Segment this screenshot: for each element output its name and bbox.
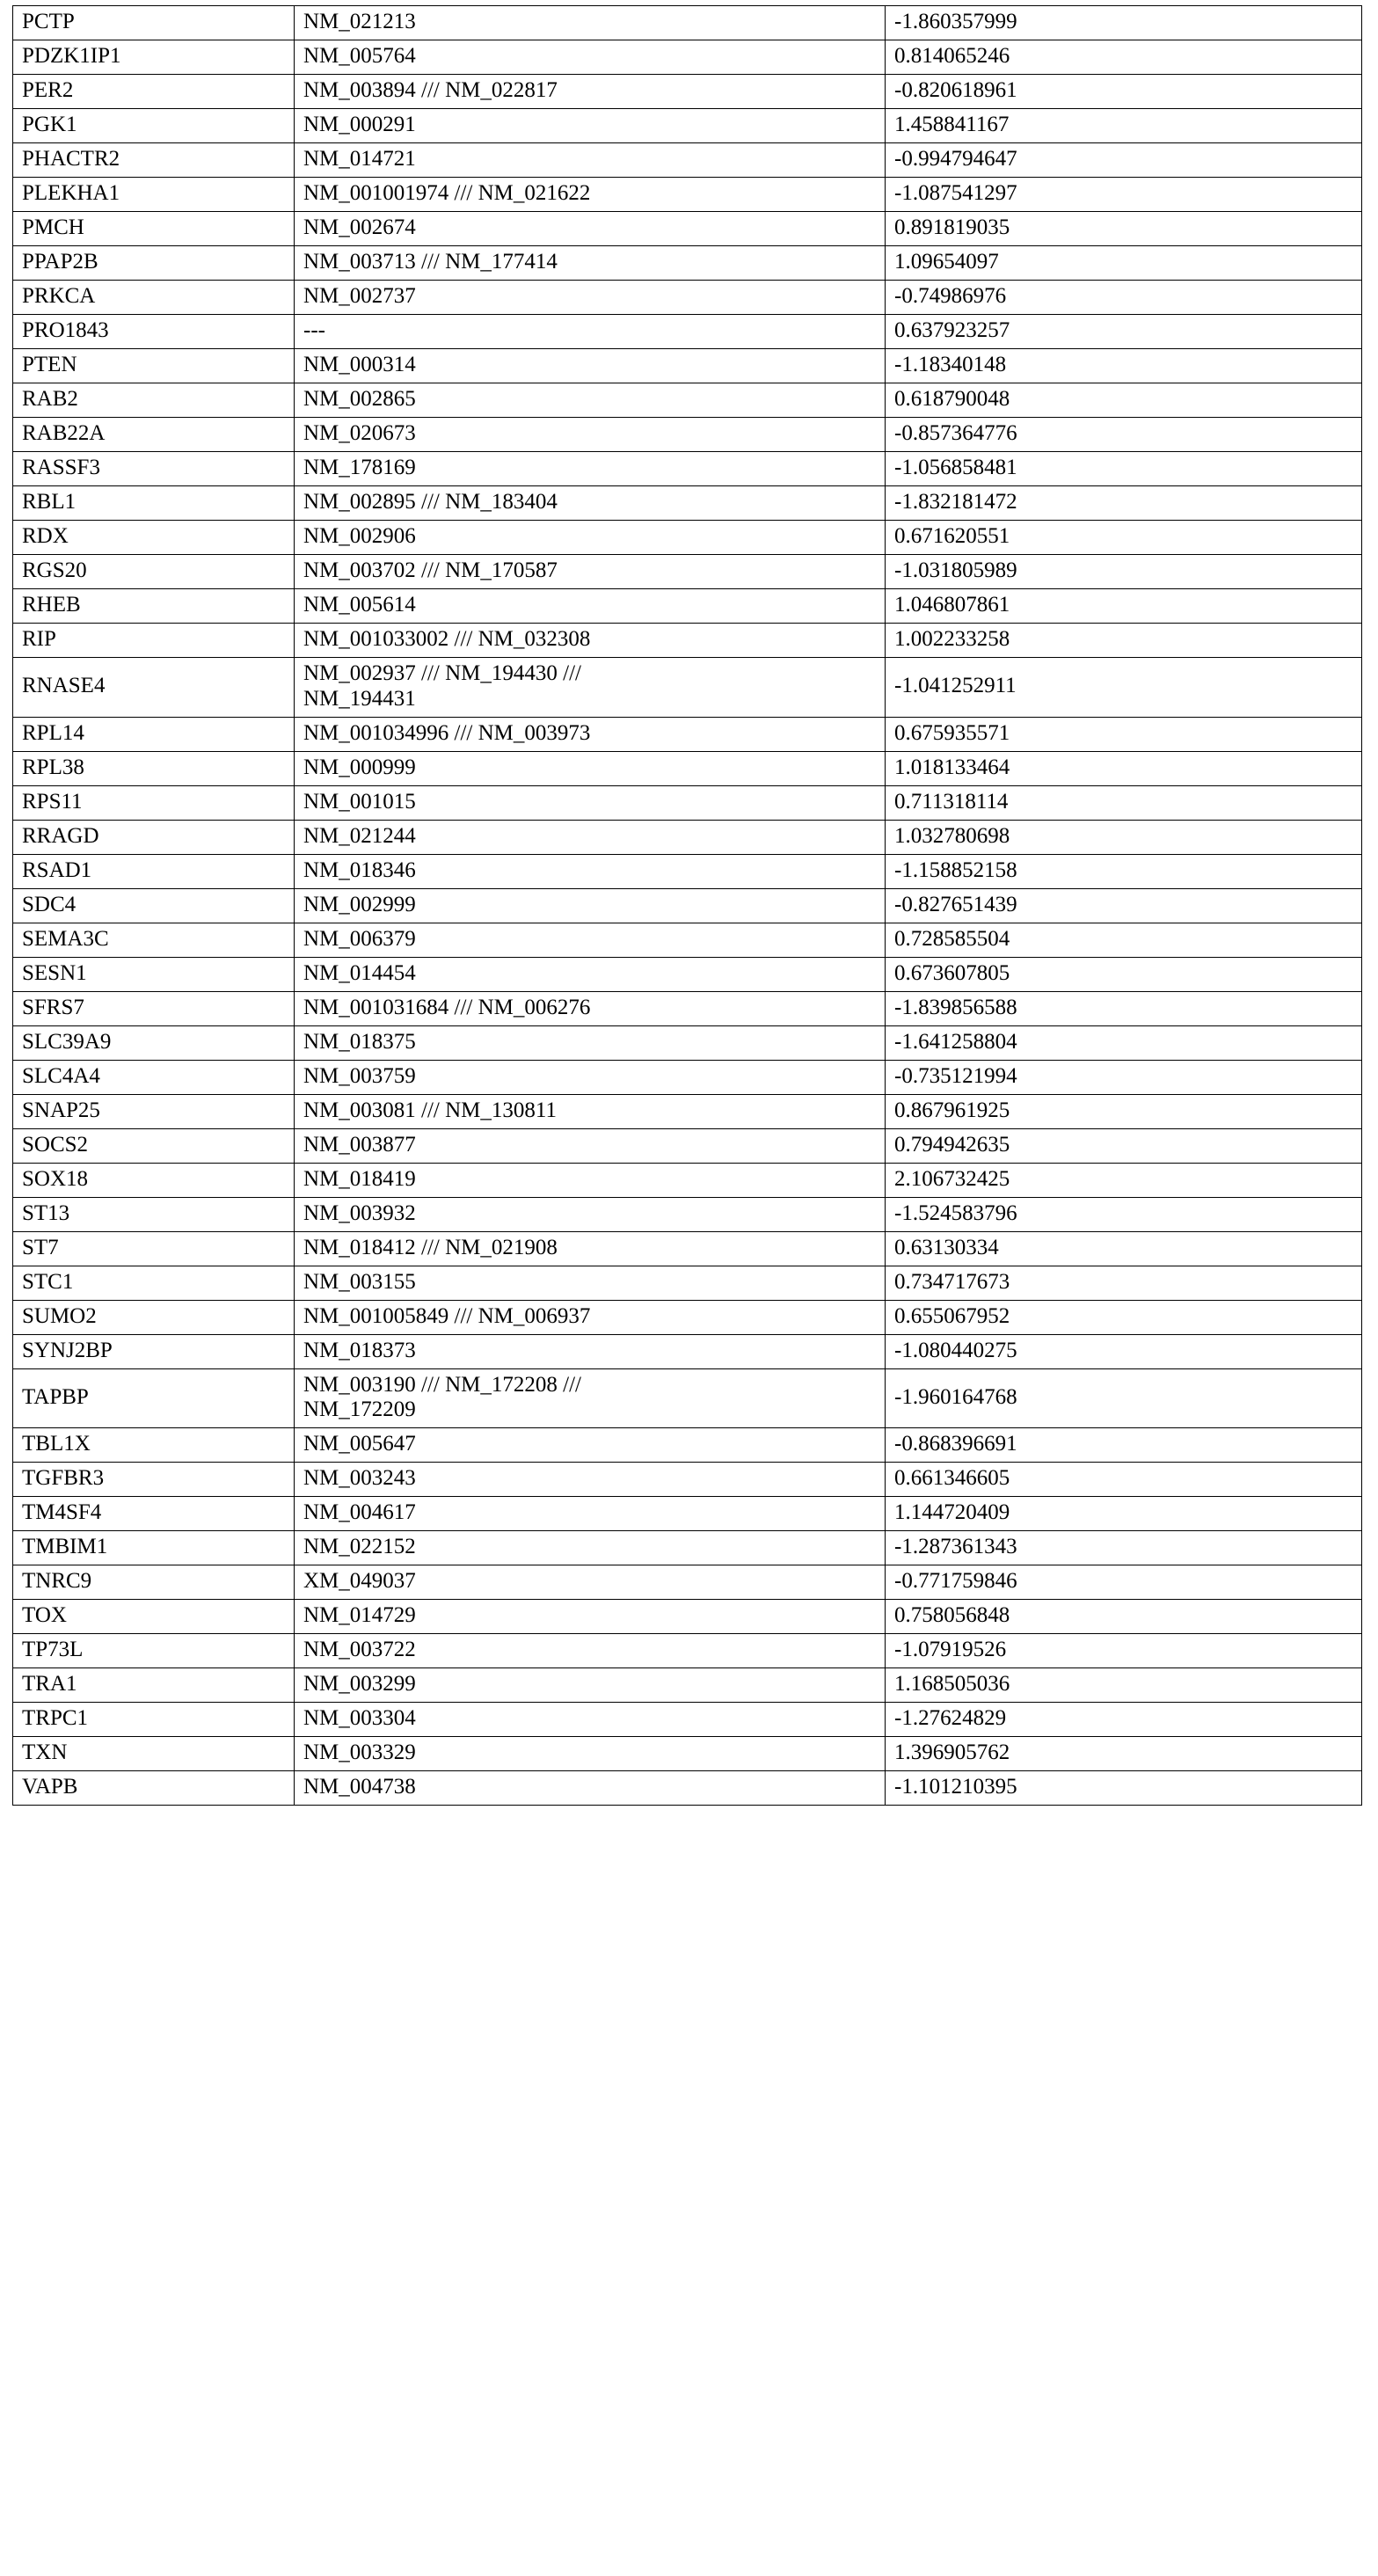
cell-accession: NM_004738 — [295, 1771, 886, 1806]
cell-accession: NM_014729 — [295, 1600, 886, 1634]
table-row — [13, 281, 1362, 315]
cell-value: -1.056858481 — [886, 452, 1362, 486]
cell-gene-symbol: SFRS7 — [13, 991, 295, 1025]
cell-accession: NM_005614 — [295, 589, 886, 624]
cell-gene-symbol: SOX18 — [13, 1163, 295, 1197]
table-row — [13, 75, 1362, 109]
table-row — [13, 1197, 1362, 1231]
cell-value: -1.524583796 — [886, 1197, 1362, 1231]
cell-value: 1.046807861 — [886, 589, 1362, 624]
cell-accession: NM_006379 — [295, 923, 886, 957]
cell-value: 0.671620551 — [886, 521, 1362, 555]
cell-value: 1.144720409 — [886, 1497, 1362, 1531]
table-row — [13, 1128, 1362, 1163]
cell-value: -1.087541297 — [886, 178, 1362, 212]
cell-gene-symbol: RAB22A — [13, 418, 295, 452]
cell-accession: NM_001001974 /// NM_021622 — [295, 178, 886, 212]
cell-value: 2.106732425 — [886, 1163, 1362, 1197]
cell-value: -0.868396691 — [886, 1428, 1362, 1463]
cell-accession: NM_022152 — [295, 1531, 886, 1565]
cell-accession: NM_003329 — [295, 1737, 886, 1771]
cell-gene-symbol: TM4SF4 — [13, 1497, 295, 1531]
cell-gene-symbol: PHACTR2 — [13, 143, 295, 178]
cell-value: 0.661346605 — [886, 1463, 1362, 1497]
table-row — [13, 1771, 1362, 1806]
cell-accession: NM_003243 — [295, 1463, 886, 1497]
table-row — [13, 521, 1362, 555]
cell-gene-symbol: RAB2 — [13, 383, 295, 418]
cell-gene-symbol: RRAGD — [13, 820, 295, 854]
cell-value: -1.641258804 — [886, 1025, 1362, 1060]
table-row — [13, 349, 1362, 383]
table-row — [13, 40, 1362, 75]
cell-gene-symbol: ST13 — [13, 1197, 295, 1231]
cell-value: 1.09654097 — [886, 246, 1362, 281]
cell-accession: NM_002999 — [295, 888, 886, 923]
table-row — [13, 383, 1362, 418]
cell-value: 1.458841167 — [886, 109, 1362, 143]
cell-value: 0.63130334 — [886, 1231, 1362, 1266]
cell-gene-symbol: SDC4 — [13, 888, 295, 923]
table-body — [13, 6, 1362, 1806]
cell-value: 0.867961925 — [886, 1094, 1362, 1128]
table-row — [13, 178, 1362, 212]
table-row — [13, 1300, 1362, 1334]
cell-accession: NM_014721 — [295, 143, 886, 178]
cell-accession: NM_014454 — [295, 957, 886, 991]
cell-gene-symbol: TMBIM1 — [13, 1531, 295, 1565]
cell-accession: NM_001033002 /// NM_032308 — [295, 624, 886, 658]
cell-value: 0.758056848 — [886, 1600, 1362, 1634]
cell-value: -1.031805989 — [886, 555, 1362, 589]
cell-value: -1.960164768 — [886, 1368, 1362, 1428]
cell-accession: NM_021244 — [295, 820, 886, 854]
cell-gene-symbol: TBL1X — [13, 1428, 295, 1463]
cell-value: 0.618790048 — [886, 383, 1362, 418]
cell-accession: NM_003702 /// NM_170587 — [295, 555, 886, 589]
table-row — [13, 820, 1362, 854]
cell-value: -1.27624829 — [886, 1703, 1362, 1737]
cell-accession: NM_000999 — [295, 751, 886, 785]
cell-value: 0.891819035 — [886, 212, 1362, 246]
cell-accession: NM_018375 — [295, 1025, 886, 1060]
table-row — [13, 658, 1362, 718]
cell-gene-symbol: PLEKHA1 — [13, 178, 295, 212]
cell-accession: NM_021213 — [295, 6, 886, 40]
cell-value: 1.396905762 — [886, 1737, 1362, 1771]
cell-gene-symbol: PTEN — [13, 349, 295, 383]
cell-value: 0.711318114 — [886, 785, 1362, 820]
table-row — [13, 1060, 1362, 1094]
cell-accession: NM_002737 — [295, 281, 886, 315]
cell-accession: NM_002674 — [295, 212, 886, 246]
table-row — [13, 418, 1362, 452]
cell-gene-symbol: PGK1 — [13, 109, 295, 143]
cell-value: -0.994794647 — [886, 143, 1362, 178]
table-row — [13, 923, 1362, 957]
cell-gene-symbol: TNRC9 — [13, 1565, 295, 1600]
cell-gene-symbol: SEMA3C — [13, 923, 295, 957]
cell-value: -1.860357999 — [886, 6, 1362, 40]
table-row — [13, 315, 1362, 349]
cell-gene-symbol: TRPC1 — [13, 1703, 295, 1737]
cell-gene-symbol: RGS20 — [13, 555, 295, 589]
cell-gene-symbol: TXN — [13, 1737, 295, 1771]
table-row — [13, 143, 1362, 178]
cell-gene-symbol: SOCS2 — [13, 1128, 295, 1163]
cell-accession: NM_001031684 /// NM_006276 — [295, 991, 886, 1025]
table-row — [13, 1428, 1362, 1463]
table-row — [13, 1463, 1362, 1497]
cell-value: -1.080440275 — [886, 1334, 1362, 1368]
table-row — [13, 1531, 1362, 1565]
cell-gene-symbol: RASSF3 — [13, 452, 295, 486]
cell-gene-symbol: TRA1 — [13, 1668, 295, 1703]
table-row — [13, 1703, 1362, 1737]
cell-gene-symbol: RHEB — [13, 589, 295, 624]
cell-accession: NM_005764 — [295, 40, 886, 75]
table-row — [13, 1094, 1362, 1128]
cell-accession: NM_000291 — [295, 109, 886, 143]
cell-accession: NM_005647 — [295, 1428, 886, 1463]
cell-gene-symbol: VAPB — [13, 1771, 295, 1806]
cell-accession: NM_001005849 /// NM_006937 — [295, 1300, 886, 1334]
cell-accession: NM_018373 — [295, 1334, 886, 1368]
table-row — [13, 109, 1362, 143]
table-row — [13, 957, 1362, 991]
cell-gene-symbol: RPL14 — [13, 717, 295, 751]
table-row — [13, 486, 1362, 521]
cell-gene-symbol: SYNJ2BP — [13, 1334, 295, 1368]
cell-accession: NM_003932 — [295, 1197, 886, 1231]
table-row — [13, 452, 1362, 486]
cell-value: 0.637923257 — [886, 315, 1362, 349]
cell-value: 0.673607805 — [886, 957, 1362, 991]
cell-accession: --- — [295, 315, 886, 349]
table-row — [13, 888, 1362, 923]
cell-gene-symbol: PCTP — [13, 6, 295, 40]
cell-accession: NM_003894 /// NM_022817 — [295, 75, 886, 109]
cell-value: -1.839856588 — [886, 991, 1362, 1025]
cell-accession: XM_049037 — [295, 1565, 886, 1600]
cell-value: -0.857364776 — [886, 418, 1362, 452]
cell-value: 1.018133464 — [886, 751, 1362, 785]
table-row — [13, 212, 1362, 246]
cell-gene-symbol: RPL38 — [13, 751, 295, 785]
cell-gene-symbol: STC1 — [13, 1266, 295, 1300]
cell-value: 0.655067952 — [886, 1300, 1362, 1334]
table-row — [13, 1368, 1362, 1428]
table-row — [13, 1231, 1362, 1266]
cell-value: -1.07919526 — [886, 1634, 1362, 1668]
cell-accession: NM_002906 — [295, 521, 886, 555]
cell-value: -0.735121994 — [886, 1060, 1362, 1094]
table-row — [13, 624, 1362, 658]
cell-value: 1.168505036 — [886, 1668, 1362, 1703]
cell-accession: NM_003081 /// NM_130811 — [295, 1094, 886, 1128]
cell-accession: NM_178169 — [295, 452, 886, 486]
cell-gene-symbol: RBL1 — [13, 486, 295, 521]
cell-value: -1.041252911 — [886, 658, 1362, 718]
cell-gene-symbol: SNAP25 — [13, 1094, 295, 1128]
cell-accession: NM_003304 — [295, 1703, 886, 1737]
cell-value: -1.101210395 — [886, 1771, 1362, 1806]
cell-value: -0.771759846 — [886, 1565, 1362, 1600]
cell-accession: NM_003713 /// NM_177414 — [295, 246, 886, 281]
cell-accession: NM_004617 — [295, 1497, 886, 1531]
cell-gene-symbol: RIP — [13, 624, 295, 658]
table-row — [13, 785, 1362, 820]
cell-accession: NM_003877 — [295, 1128, 886, 1163]
cell-accession: NM_001015 — [295, 785, 886, 820]
cell-accession: NM_020673 — [295, 418, 886, 452]
table-row — [13, 1634, 1362, 1668]
table-row — [13, 991, 1362, 1025]
cell-accession: NM_000314 — [295, 349, 886, 383]
table-row — [13, 717, 1362, 751]
cell-value: 0.814065246 — [886, 40, 1362, 75]
cell-value: -1.832181472 — [886, 486, 1362, 521]
cell-accession: NM_003190 /// NM_172208 /// NM_172209 — [295, 1368, 886, 1428]
cell-gene-symbol: RDX — [13, 521, 295, 555]
cell-accession: NM_018346 — [295, 854, 886, 888]
cell-value: -1.18340148 — [886, 349, 1362, 383]
cell-gene-symbol: RNASE4 — [13, 658, 295, 718]
cell-gene-symbol: PRO1843 — [13, 315, 295, 349]
cell-value: -0.827651439 — [886, 888, 1362, 923]
cell-value: 1.032780698 — [886, 820, 1362, 854]
cell-accession: NM_002865 — [295, 383, 886, 418]
cell-accession: NM_002895 /// NM_183404 — [295, 486, 886, 521]
cell-value: -0.74986976 — [886, 281, 1362, 315]
table-row — [13, 555, 1362, 589]
cell-gene-symbol: TP73L — [13, 1634, 295, 1668]
cell-value: -0.820618961 — [886, 75, 1362, 109]
cell-value: 1.002233258 — [886, 624, 1362, 658]
cell-gene-symbol: ST7 — [13, 1231, 295, 1266]
table-row — [13, 1565, 1362, 1600]
table-row — [13, 1163, 1362, 1197]
cell-accession: NM_003722 — [295, 1634, 886, 1668]
cell-accession: NM_018419 — [295, 1163, 886, 1197]
cell-gene-symbol: RPS11 — [13, 785, 295, 820]
cell-value: 0.734717673 — [886, 1266, 1362, 1300]
cell-gene-symbol: SLC4A4 — [13, 1060, 295, 1094]
cell-accession: NM_001034996 /// NM_003973 — [295, 717, 886, 751]
cell-gene-symbol: PRKCA — [13, 281, 295, 315]
cell-gene-symbol: TOX — [13, 1600, 295, 1634]
table-row — [13, 1266, 1362, 1300]
table-row — [13, 1737, 1362, 1771]
table-row — [13, 751, 1362, 785]
cell-value: 0.675935571 — [886, 717, 1362, 751]
cell-gene-symbol: PMCH — [13, 212, 295, 246]
table-row — [13, 1600, 1362, 1634]
cell-accession: NM_002937 /// NM_194430 /// NM_194431 — [295, 658, 886, 718]
cell-accession: NM_003299 — [295, 1668, 886, 1703]
table-row — [13, 1025, 1362, 1060]
cell-accession: NM_018412 /// NM_021908 — [295, 1231, 886, 1266]
table-row — [13, 1668, 1362, 1703]
cell-gene-symbol: TGFBR3 — [13, 1463, 295, 1497]
cell-gene-symbol: PPAP2B — [13, 246, 295, 281]
cell-gene-symbol: PER2 — [13, 75, 295, 109]
cell-gene-symbol: SLC39A9 — [13, 1025, 295, 1060]
table-row — [13, 1334, 1362, 1368]
table-row — [13, 246, 1362, 281]
cell-gene-symbol: TAPBP — [13, 1368, 295, 1428]
cell-value: -1.158852158 — [886, 854, 1362, 888]
table-row — [13, 6, 1362, 40]
cell-gene-symbol: PDZK1IP1 — [13, 40, 295, 75]
cell-value: 0.794942635 — [886, 1128, 1362, 1163]
cell-value: 0.728585504 — [886, 923, 1362, 957]
table-row — [13, 589, 1362, 624]
cell-gene-symbol: RSAD1 — [13, 854, 295, 888]
table-row — [13, 854, 1362, 888]
cell-value: -1.287361343 — [886, 1531, 1362, 1565]
cell-accession: NM_003759 — [295, 1060, 886, 1094]
cell-accession: NM_003155 — [295, 1266, 886, 1300]
table-row — [13, 1497, 1362, 1531]
cell-gene-symbol: SUMO2 — [13, 1300, 295, 1334]
gene-expression-table — [12, 5, 1362, 1806]
cell-gene-symbol: SESN1 — [13, 957, 295, 991]
